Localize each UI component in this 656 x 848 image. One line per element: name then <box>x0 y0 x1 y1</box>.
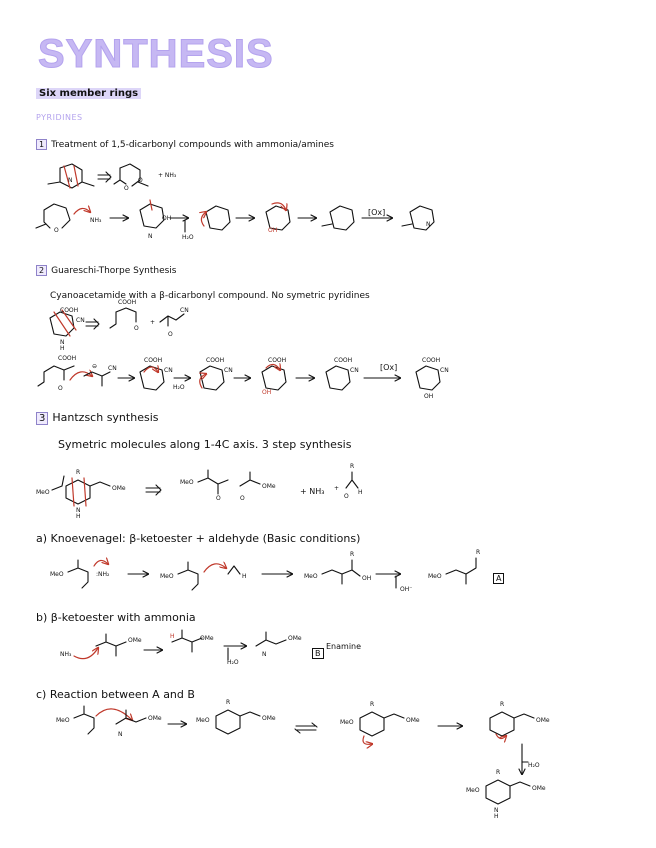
svg-text:O: O <box>58 385 63 392</box>
oh-minus-label: OH⁻ <box>400 586 413 593</box>
svg-text:N: N <box>494 807 499 814</box>
svg-text:MeO: MeO <box>50 571 64 578</box>
section-1-retrosynthesis <box>48 164 148 192</box>
svg-text:COOH: COOH <box>422 357 441 364</box>
svg-text:OH: OH <box>424 393 434 400</box>
section-2-number: 2 <box>36 265 47 276</box>
svg-text:H: H <box>358 489 363 496</box>
svg-text:H: H <box>76 513 81 520</box>
svg-text:R: R <box>370 701 375 708</box>
svg-text:R: R <box>500 701 505 708</box>
step-c-heading: c) Reaction between A and B <box>36 688 195 701</box>
svg-text:MeO: MeO <box>160 573 174 580</box>
section-1-title: Treatment of 1,5-dicarbonyl compounds with ammonia/amines <box>51 140 334 150</box>
section-2-retrosynthesis <box>50 299 189 352</box>
svg-text:H: H <box>242 573 247 580</box>
section-3-title: Hantzsch synthesis <box>52 411 159 424</box>
svg-text:O: O <box>124 185 129 192</box>
svg-text::NH₂: :NH₂ <box>96 571 110 578</box>
svg-text:OMe: OMe <box>288 635 302 642</box>
subtitle-text: Six member rings <box>36 88 141 99</box>
ox-label-1: [Ox] <box>368 208 386 217</box>
svg-text:R: R <box>496 769 501 776</box>
svg-text:OMe: OMe <box>200 635 214 642</box>
svg-text:R: R <box>350 463 355 470</box>
intermediate-b-label: B <box>312 648 324 659</box>
svg-text:OMe: OMe <box>262 715 276 722</box>
category-heading: PYRIDINES <box>36 113 83 122</box>
plus-nh3-hantzsch: + NH₃ <box>300 487 325 496</box>
h2o-label-1: H₂O <box>182 234 194 241</box>
svg-text:COOH: COOH <box>58 355 77 362</box>
svg-text:CN: CN <box>224 367 233 374</box>
nh3-label-2: NH₃ <box>90 217 102 224</box>
svg-text:MeO: MeO <box>304 573 318 580</box>
svg-text:COOH: COOH <box>334 357 353 364</box>
svg-text:CN: CN <box>108 365 117 372</box>
svg-text:MeO: MeO <box>56 717 70 724</box>
svg-text:OMe: OMe <box>536 717 550 724</box>
svg-text:CN: CN <box>180 307 189 314</box>
svg-text:O: O <box>168 331 173 338</box>
svg-text:CN: CN <box>76 317 85 324</box>
svg-text:O: O <box>240 495 245 502</box>
svg-text:CN: CN <box>350 367 359 374</box>
intermediate-a-label: A <box>493 573 504 584</box>
step-b-beta-ketoester-ammonia <box>60 630 302 660</box>
h2o-label-2: H₂O <box>173 384 185 391</box>
section-3-number: 3 <box>36 412 48 425</box>
svg-text:OH: OH <box>162 215 172 222</box>
svg-text:NH₃: NH₃ <box>60 651 72 658</box>
nh3-label-1: + NH₃ <box>158 172 177 179</box>
svg-text:N: N <box>68 177 73 184</box>
svg-text:N: N <box>118 731 123 738</box>
svg-text:OMe: OMe <box>532 785 546 792</box>
svg-text:O: O <box>138 177 143 184</box>
svg-text:H: H <box>60 345 65 352</box>
svg-text:H: H <box>170 633 175 640</box>
svg-text:+: + <box>334 485 340 492</box>
section-2-note: Cyanoacetamide with a β-dicarbonyl compound. No symetric pyridines <box>50 291 370 301</box>
svg-text:N: N <box>262 651 267 658</box>
svg-text:R: R <box>350 551 355 558</box>
svg-text:MeO: MeO <box>340 719 354 726</box>
section-1-mechanism <box>36 200 434 240</box>
svg-text:CN: CN <box>164 367 173 374</box>
svg-text:N: N <box>76 507 81 514</box>
ox-label-2: [Ox] <box>380 363 398 372</box>
svg-text:OMe: OMe <box>406 717 420 724</box>
svg-text:OH: OH <box>262 389 272 396</box>
svg-text:OH: OH <box>362 575 372 582</box>
svg-text:OMe: OMe <box>128 637 142 644</box>
page-title: SYNTHESIS <box>38 32 274 76</box>
svg-text:COOH: COOH <box>60 307 79 314</box>
step-a-heading: a) Knoevenagel: β-ketoester + aldehyde (Basic conditions) <box>36 532 361 545</box>
step-c-michael-cyclization <box>56 699 550 820</box>
svg-text:N: N <box>426 221 431 228</box>
svg-text:H: H <box>494 813 499 820</box>
h2o-label-4: H₂O <box>528 762 540 769</box>
svg-text:O: O <box>54 227 59 234</box>
section-3-note: Symetric molecules along 1-4C axis. 3 step synthesis <box>58 438 352 451</box>
svg-text:R: R <box>226 699 231 706</box>
svg-text:R: R <box>76 469 81 476</box>
enamine-label: Enamine <box>326 642 362 651</box>
svg-text:OH: OH <box>268 227 278 234</box>
svg-text:COOH: COOH <box>206 357 225 364</box>
svg-text:MeO: MeO <box>196 717 210 724</box>
svg-text:CN: CN <box>440 367 449 374</box>
svg-text:COOH: COOH <box>144 357 163 364</box>
step-b-heading: b) β-ketoester with ammonia <box>36 611 196 624</box>
section-2-title: Guareschi-Thorpe Synthesis <box>51 266 177 276</box>
svg-text:MeO: MeO <box>180 479 194 486</box>
svg-text:MeO: MeO <box>466 787 480 794</box>
svg-text:O: O <box>344 493 349 500</box>
svg-text:N: N <box>60 339 65 346</box>
svg-text:R: R <box>476 549 481 556</box>
svg-text:OMe: OMe <box>148 715 162 722</box>
svg-text:MeO: MeO <box>36 489 50 496</box>
svg-text:N: N <box>148 233 153 240</box>
section-2-mechanism <box>38 355 449 400</box>
h2o-label-3: H₂O <box>227 659 239 666</box>
svg-text:OMe: OMe <box>112 485 126 492</box>
svg-text:OMe: OMe <box>262 483 276 490</box>
svg-text:COOH: COOH <box>118 299 137 306</box>
svg-text:+: + <box>150 319 156 326</box>
svg-text:COOH: COOH <box>268 357 287 364</box>
svg-text:O: O <box>134 325 139 332</box>
svg-text:O: O <box>216 495 221 502</box>
svg-text:⊖: ⊖ <box>92 363 98 370</box>
section-1-number: 1 <box>36 139 47 150</box>
step-a-knoevenagel <box>50 549 480 590</box>
hantzsch-retrosynthesis <box>36 463 363 520</box>
svg-text:MeO: MeO <box>428 573 442 580</box>
